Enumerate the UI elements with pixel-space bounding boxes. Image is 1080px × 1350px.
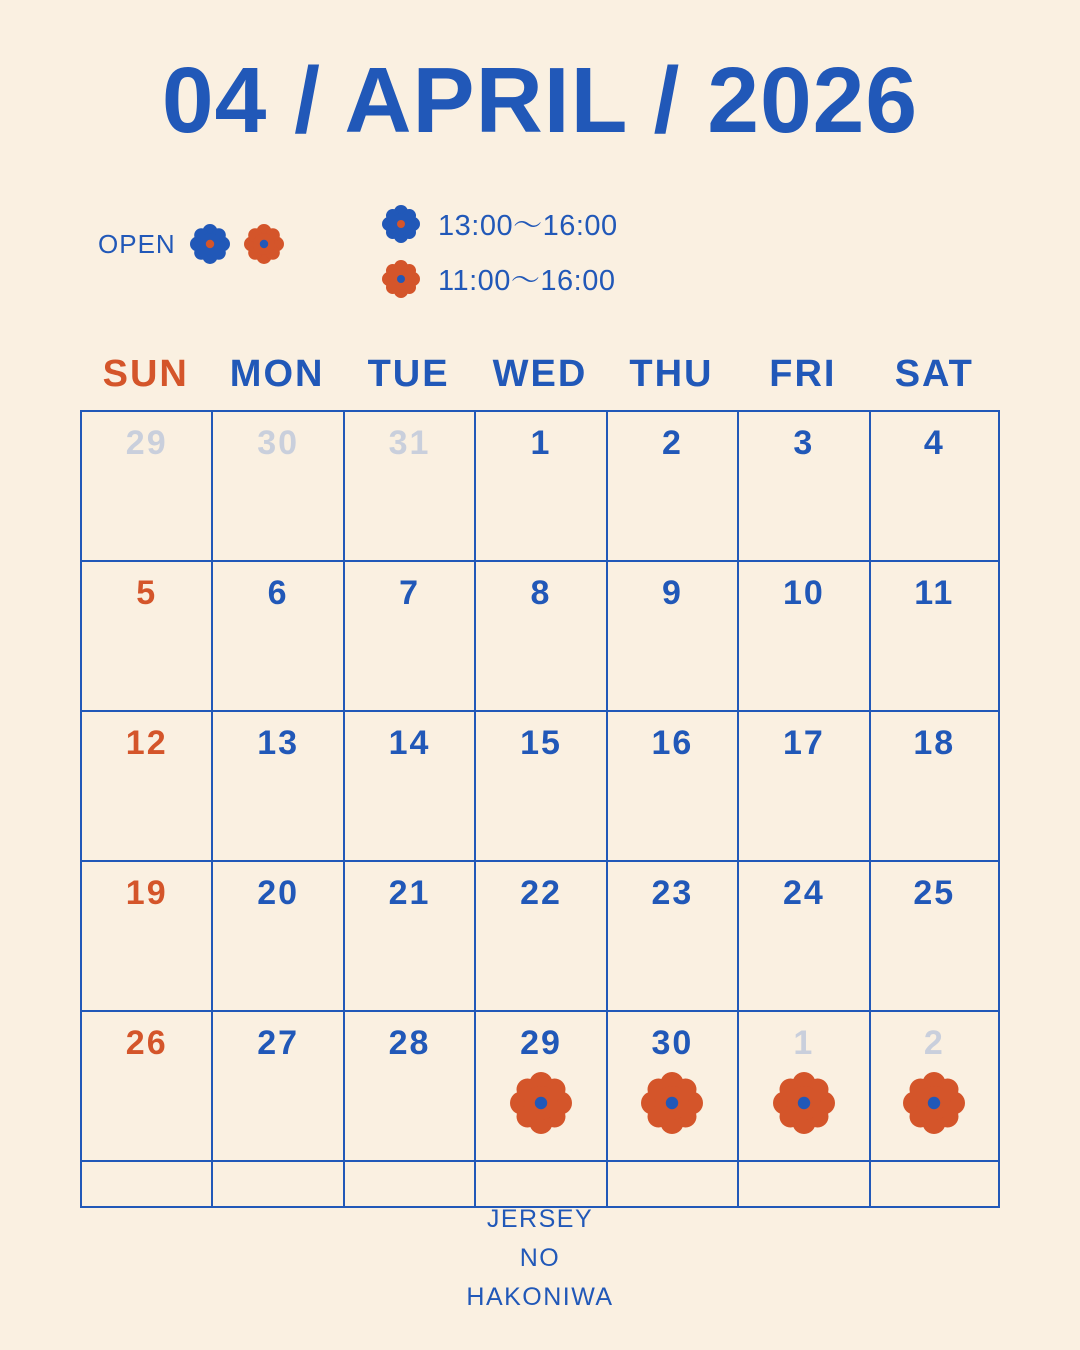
calendar-day-cell[interactable]	[869, 712, 1000, 862]
calendar-day-cell[interactable]	[80, 862, 211, 1012]
day-header-tue: TUE	[367, 353, 450, 395]
calendar-day-number: 31	[388, 424, 431, 462]
calendar-day-number: 29	[125, 424, 168, 462]
day-header-fri: FRI	[769, 353, 837, 395]
calendar-day-number: 1	[530, 424, 552, 462]
calendar-day-cell[interactable]	[606, 412, 737, 562]
calendar-day-cell[interactable]	[737, 1012, 868, 1162]
page-title: 04 / APRIL / 2026	[161, 48, 919, 152]
calendar-day-number: 3	[793, 424, 815, 462]
calendar-day-cell[interactable]	[606, 712, 737, 862]
calendar-day-cell[interactable]	[737, 712, 868, 862]
calendar-day-cell[interactable]	[211, 562, 342, 712]
calendar-day-cell[interactable]	[474, 1012, 605, 1162]
calendar-day-number: 2	[661, 424, 683, 462]
calendar-day-number: 30	[257, 424, 300, 462]
flower-icon-orange	[476, 1072, 605, 1134]
calendar-day-cell[interactable]	[343, 562, 474, 712]
calendar-day-cell[interactable]	[474, 862, 605, 1012]
calendar-day-number: 26	[125, 1024, 168, 1062]
calendar-day-number: 5	[136, 574, 158, 612]
calendar-day-cell[interactable]	[474, 562, 605, 712]
calendar-weeks	[80, 412, 1000, 1162]
day-header-thu: THU	[629, 353, 714, 395]
calendar-day-cell[interactable]	[343, 1012, 474, 1162]
calendar-day-number: 11	[914, 574, 955, 612]
flower-icon-orange	[871, 1072, 998, 1134]
day-header-wed: WED	[492, 353, 588, 395]
calendar-day-cell[interactable]	[474, 412, 605, 562]
legend	[0, 196, 1080, 306]
calendar-day-number: 2	[923, 1024, 945, 1062]
calendar-day-number: 20	[257, 874, 300, 912]
legend-row-orange	[382, 251, 618, 306]
footer	[0, 1200, 1080, 1316]
legend-hours-list	[382, 196, 618, 306]
day-header-sat: SAT	[894, 353, 974, 395]
calendar-day-number: 17	[782, 724, 825, 762]
calendar-day-number: 7	[399, 574, 421, 612]
calendar-day-cell[interactable]	[80, 562, 211, 712]
calendar-day-number: 18	[913, 724, 956, 762]
legend-open-group	[98, 224, 284, 264]
calendar-day-number: 1	[793, 1024, 815, 1062]
calendar-day-cell[interactable]	[343, 862, 474, 1012]
calendar-day-cell[interactable]	[80, 412, 211, 562]
calendar-day-number: 23	[651, 874, 694, 912]
footer-line-2: NO	[519, 1243, 561, 1272]
calendar-day-number: 12	[125, 724, 168, 762]
calendar-day-headers	[80, 345, 1000, 412]
calendar-day-cell[interactable]	[211, 412, 342, 562]
day-header-mon: MON	[229, 353, 325, 395]
calendar-day-cell[interactable]	[869, 862, 1000, 1012]
calendar-day-number: 6	[267, 574, 289, 612]
calendar-grid	[80, 345, 1000, 1208]
calendar-day-cell[interactable]	[606, 1012, 737, 1162]
flower-icon-orange	[244, 224, 284, 264]
calendar-day-cell[interactable]	[606, 862, 737, 1012]
calendar-day-number: 19	[125, 874, 168, 912]
calendar-day-number: 25	[913, 874, 956, 912]
day-header-sun: SUN	[102, 353, 189, 395]
calendar-day-cell[interactable]	[869, 412, 1000, 562]
flower-icon-orange	[608, 1072, 737, 1134]
calendar-day-cell[interactable]	[211, 862, 342, 1012]
legend-row-blue	[382, 196, 618, 251]
calendar-day-cell[interactable]	[474, 712, 605, 862]
calendar-day-number: 9	[661, 574, 683, 612]
flower-icon-orange	[739, 1072, 868, 1134]
calendar-day-cell[interactable]	[343, 712, 474, 862]
flower-icon-blue	[190, 224, 230, 264]
calendar-day-cell[interactable]	[80, 1012, 211, 1162]
calendar-day-number: 14	[388, 724, 431, 762]
flower-icon-orange	[382, 260, 420, 298]
calendar-day-number: 21	[388, 874, 431, 912]
calendar-day-number: 30	[651, 1024, 694, 1062]
flower-icon-blue	[382, 205, 420, 243]
calendar-day-number: 28	[388, 1024, 431, 1062]
calendar-day-cell[interactable]	[737, 862, 868, 1012]
calendar-day-cell[interactable]	[869, 1012, 1000, 1162]
calendar-day-number: 8	[530, 574, 552, 612]
calendar-day-number: 24	[782, 874, 825, 912]
calendar-day-number: 13	[257, 724, 300, 762]
calendar-day-number: 15	[520, 724, 562, 762]
legend-hours-blue: 13:00〜16:00	[438, 210, 618, 242]
calendar-day-cell[interactable]	[737, 562, 868, 712]
calendar-day-number: 4	[923, 424, 945, 462]
calendar-day-cell[interactable]	[737, 412, 868, 562]
footer-line-3: HAKONIWA	[466, 1282, 614, 1311]
calendar-day-cell[interactable]	[211, 712, 342, 862]
calendar-day-cell[interactable]	[211, 1012, 342, 1162]
calendar-day-cell[interactable]	[869, 562, 1000, 712]
calendar-day-number: 16	[651, 724, 694, 762]
footer-line-1: JERSEY	[486, 1205, 594, 1233]
calendar-day-cell[interactable]	[606, 562, 737, 712]
calendar-day-cell[interactable]	[343, 412, 474, 562]
calendar-day-number: 22	[520, 874, 562, 912]
calendar-day-number: 10	[782, 574, 825, 612]
calendar-day-cell[interactable]	[80, 712, 211, 862]
legend-hours-orange: 11:00〜16:00	[438, 265, 616, 297]
calendar-day-number: 29	[520, 1024, 562, 1062]
calendar-day-number: 27	[257, 1024, 300, 1062]
legend-open-label: OPEN	[98, 228, 176, 259]
